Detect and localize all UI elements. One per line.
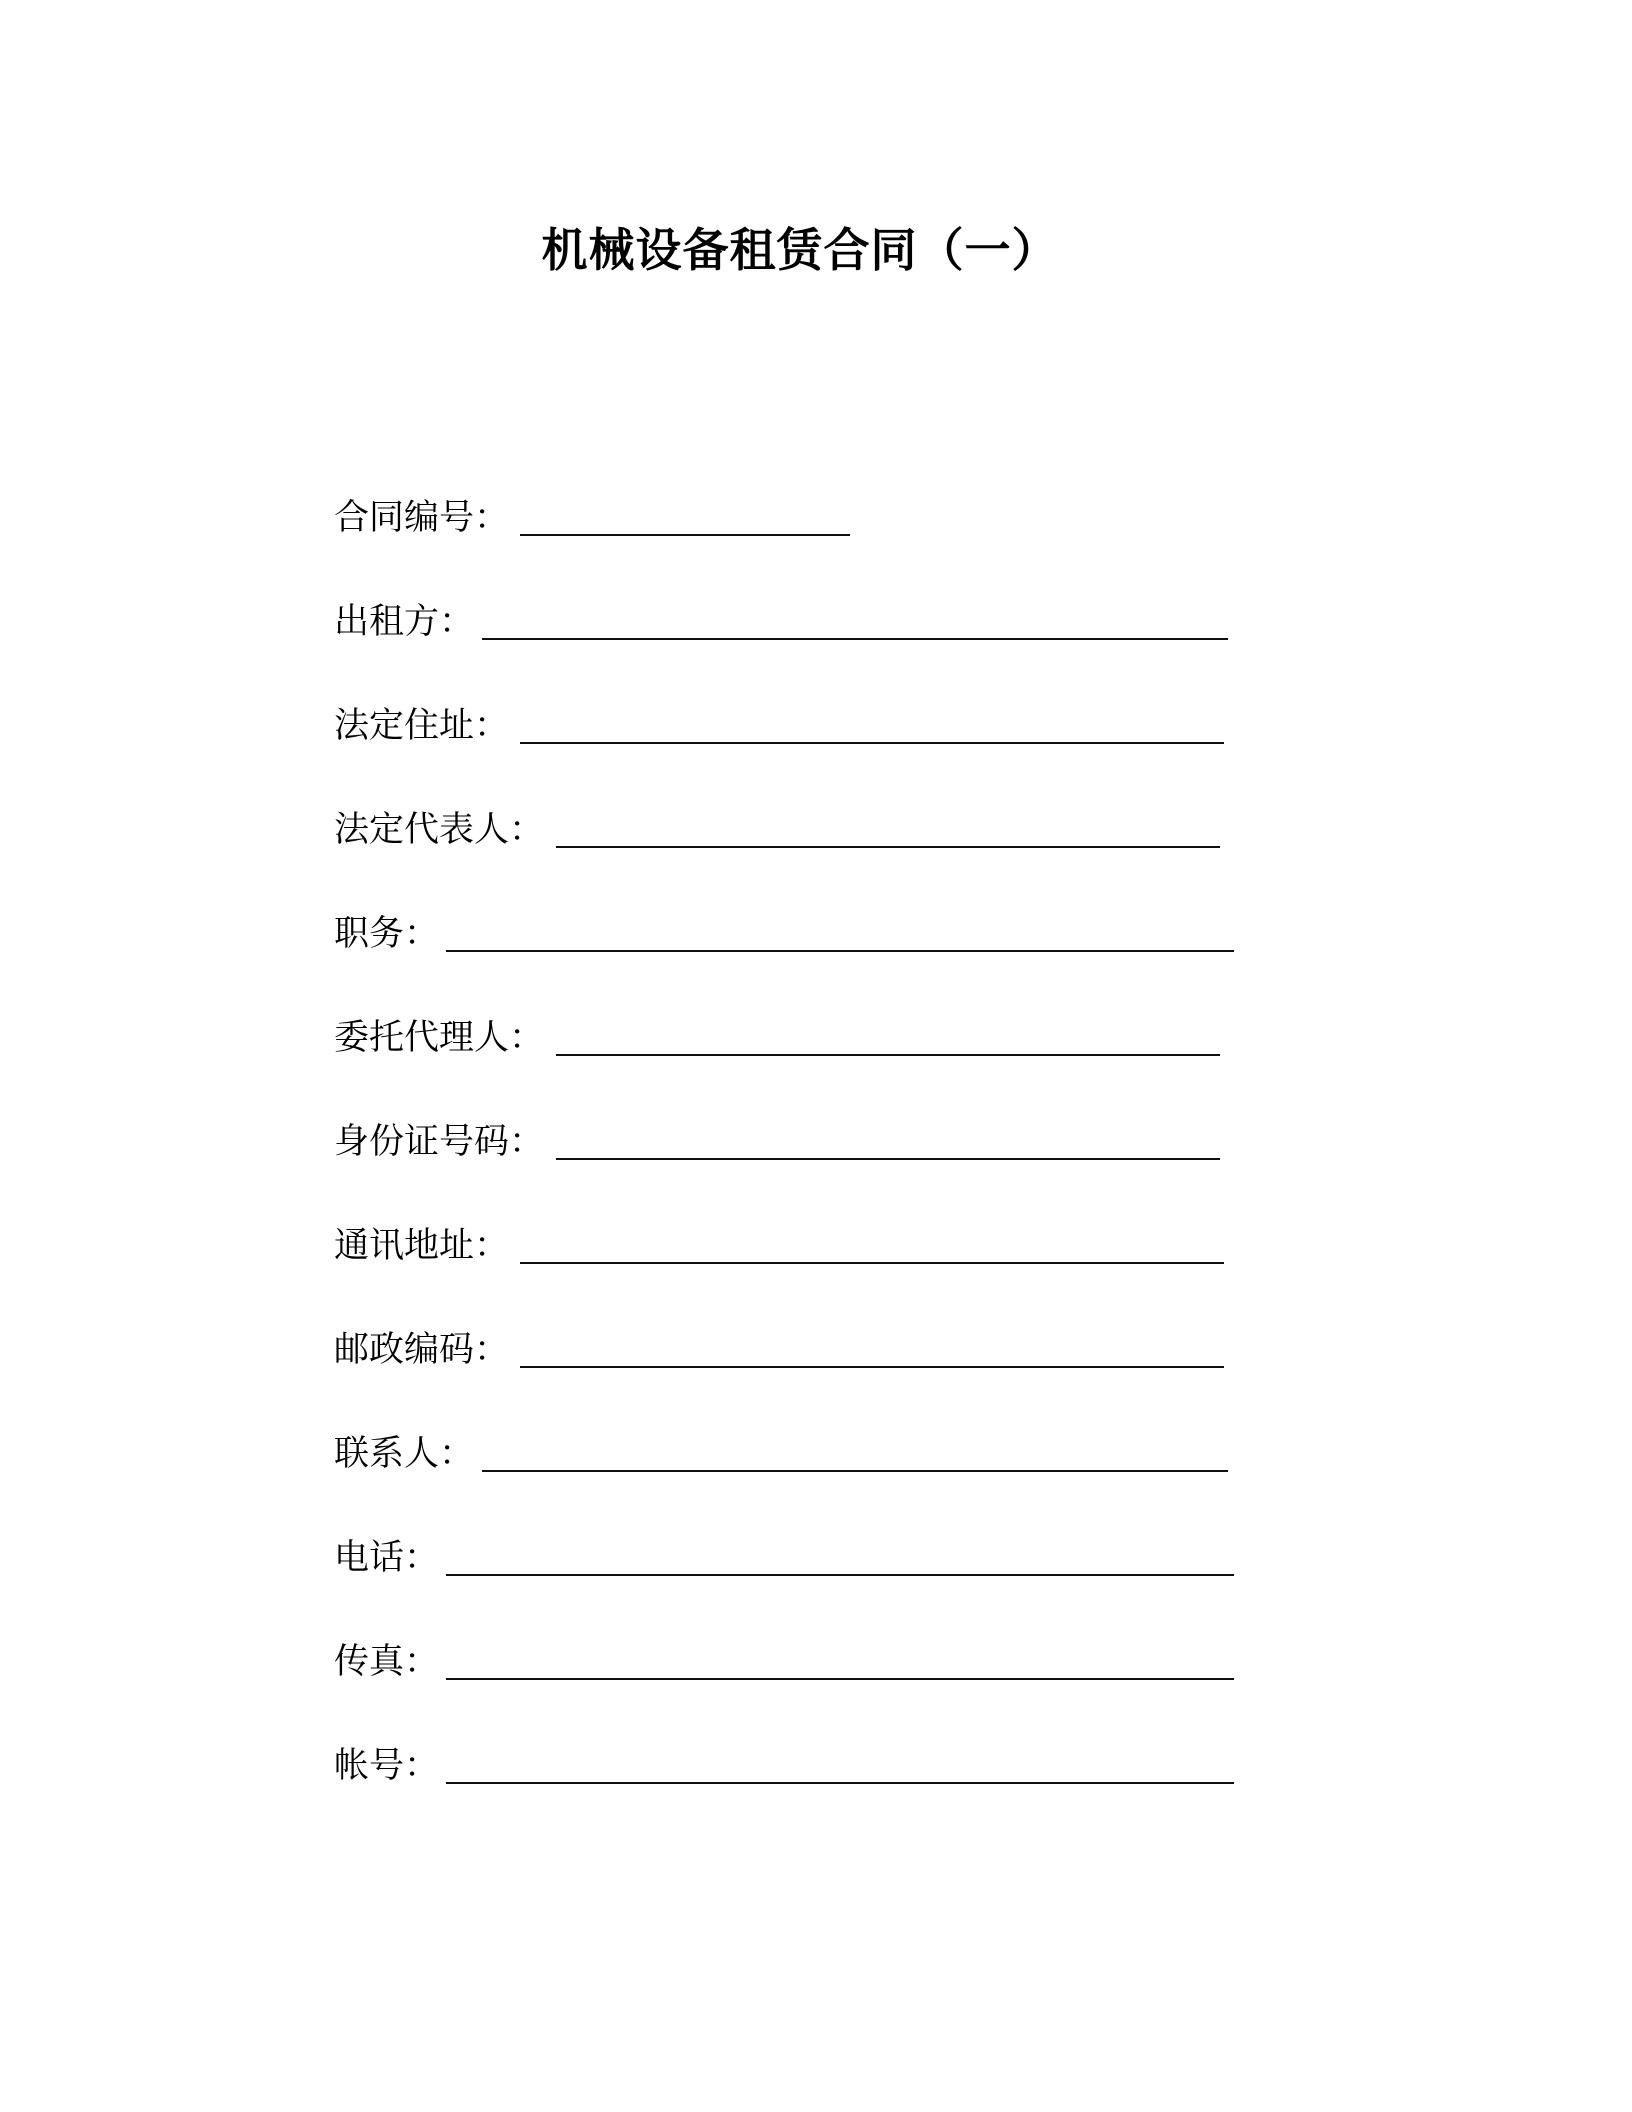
- field-label: 传真：: [334, 1642, 440, 1682]
- field-label: 法定住址：: [334, 706, 510, 746]
- field-label: 出租方：: [334, 602, 475, 642]
- field-label: 通讯地址：: [334, 1226, 510, 1266]
- field-postal-code: [334, 1322, 1334, 1426]
- field-legal-representative: [334, 802, 1334, 906]
- fill-in-blank[interactable]: [446, 1782, 1234, 1784]
- document-title: 机械设备租赁合同（一）: [541, 223, 1059, 277]
- field-contract-number: [334, 490, 1334, 594]
- fill-in-blank[interactable]: [482, 1470, 1228, 1472]
- field-label: 委托代理人：: [334, 1018, 545, 1058]
- fill-in-blank[interactable]: [482, 638, 1228, 640]
- party-info-form: [334, 490, 1334, 1842]
- fill-in-blank[interactable]: [556, 846, 1220, 848]
- field-telephone: [334, 1530, 1334, 1634]
- field-contact-person: [334, 1426, 1334, 1530]
- field-fax: [334, 1634, 1334, 1738]
- fill-in-blank[interactable]: [520, 742, 1224, 744]
- fill-in-blank[interactable]: [446, 1678, 1234, 1680]
- field-authorized-agent: [334, 1010, 1334, 1114]
- field-label: 合同编号：: [334, 498, 510, 538]
- fill-in-blank[interactable]: [520, 1262, 1224, 1264]
- fill-in-blank[interactable]: [520, 534, 850, 536]
- fill-in-blank[interactable]: [556, 1158, 1220, 1160]
- field-label: 邮政编码：: [334, 1330, 510, 1370]
- field-account-number: [334, 1738, 1334, 1842]
- fill-in-blank[interactable]: [520, 1366, 1224, 1368]
- fill-in-blank[interactable]: [446, 1574, 1234, 1576]
- field-label: 法定代表人：: [334, 810, 545, 850]
- fill-in-blank[interactable]: [556, 1054, 1220, 1056]
- field-legal-address: [334, 698, 1334, 802]
- fill-in-blank[interactable]: [446, 950, 1234, 952]
- field-label: 职务：: [334, 914, 440, 954]
- field-position: [334, 906, 1334, 1010]
- field-label: 身份证号码：: [334, 1122, 545, 1162]
- field-id-number: [334, 1114, 1334, 1218]
- field-label: 联系人：: [334, 1434, 475, 1474]
- field-label: 电话：: [334, 1538, 440, 1578]
- field-label: 帐号：: [334, 1746, 440, 1786]
- field-lessor: [334, 594, 1334, 698]
- field-mailing-address: [334, 1218, 1334, 1322]
